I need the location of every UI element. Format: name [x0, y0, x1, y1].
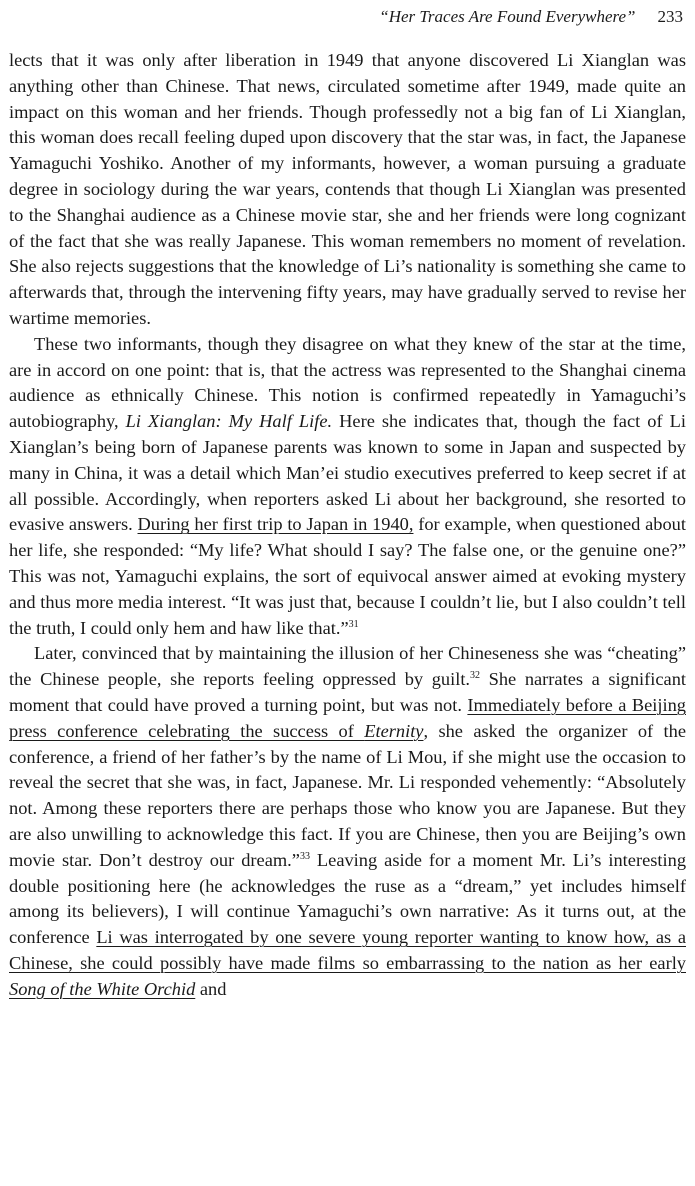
footnote-ref-32: 32 — [470, 670, 481, 681]
running-title: “Her Traces Are Found Everywhere” — [379, 7, 636, 26]
paragraph-2 — [9, 332, 686, 642]
book-title: Li Xianglan: My Half Life. — [125, 411, 333, 432]
paragraph-1-text: lects that it was only after liberation in 1949 that anyone discovered Li Xianglan was anything other than Chinese. That news, circulated sometime after 1949, made quite an impact on this woman and her friends. Though professedly not a big fan of Li Xianglan, this woman does recall feeling duped upon discovery that the star was, in fact, the Japanese Yamaguchi Yoshiko. Another of my informants, however, a woman pursuing a graduate degree in sociology during the war years, contends that though Li Xianglan was presented to the Shanghai audience as a Chinese movie star, she and her friends were long cognizant of the fact that she was really Japanese. This woman remembers no moment of revelation. She also rejects suggestions that the knowledge of Li’s nationality is something she came to afterwards that, through the intervening fifty years, may have gradually served to revise her wartime memories. — [9, 50, 686, 328]
paragraph-3 — [9, 641, 686, 1002]
underlined-passage-1: During her first trip to Japan in 1940, — [137, 514, 414, 535]
footnote-ref-31: 31 — [348, 618, 359, 630]
song-title: Song of the White Orchid — [9, 978, 196, 999]
underlined-passage-3 — [9, 927, 686, 999]
paragraph-3-text-1: Later, convinced that by maintaining the illusion of her Chineseness she was “cheating” the Chinese people, she reports feeling oppressed by guilt. — [9, 643, 686, 690]
underlined-passage-3-text: Li was interrogated by one severe young reporter wanting to know how, as a Chinese, she could possibly have made films so embarrassing to the nation as her early — [9, 927, 686, 973]
paragraph-2-text-1: These two informants, though they disagree on what they knew of the star at the time, are in accord on one point: that is, that the actress was represented to the Shanghai cinema audience as ethnically Chinese. This notion is confirmed repeatedly in Yamaguchi’s autobiography, — [9, 333, 686, 432]
paragraph-2-text-2: Here she indicates that, though the fact of Li Xianglan’s being born of Japanese parents was known to some in Japan and suspected by many in China, it was a detail which Man’ei studio executives preferred to keep secret if at all possible. Accordingly, when reporters asked Li about her background, she resorted to evasive answers. — [9, 411, 686, 535]
footnote-ref-33: 33 — [299, 850, 310, 862]
paragraph-3-text-3: , she asked the organizer of the conference, a friend of her father’s by the name of Li Mou, if she might use the occasion to reveal the secret that she was, in fact, Japanese. Mr. Li responded vehemently: “Absolutely not. Among these reporters there are perhaps those who know you are Japanese. But they are also unwilling to acknowledge this fact. If you are Chinese, then you are Beijing’s own movie star. Don’t destroy our dream.” — [9, 720, 686, 870]
running-head — [379, 6, 683, 28]
film-title: Eternity — [364, 720, 424, 741]
underlined-passage-2-text: Immediately before a Beijing press conference celebrating the success of — [9, 694, 686, 741]
paragraph-1 — [9, 48, 686, 332]
page-number: 233 — [657, 7, 683, 26]
paragraph-2-text-3: for example, when questioned about her life, she responded: “My life? What should I say? The false one, or the genuine one?” This was not, Yamaguchi explains, the sort of equivocal answer aimed at evoking mystery and thus more media interest. “It was just that, because I couldn’t lie, but I also couldn’t tell the truth, I could only hem and haw like that.” — [9, 514, 686, 638]
body-text — [9, 48, 686, 1002]
paragraph-3-text-2: She narrates a significant moment that could have proved a turning point, but was not. — [9, 669, 687, 715]
paragraph-3-text-4: Leaving aside for a moment Mr. Li’s interesting double positioning here (he acknowledges the ruse as a “dream,” yet includes himself among its believers), I will continue Yamaguchi’s own narrative: As it turns out, at the conference — [9, 849, 687, 948]
paragraph-3-text-5: and — [195, 978, 227, 999]
